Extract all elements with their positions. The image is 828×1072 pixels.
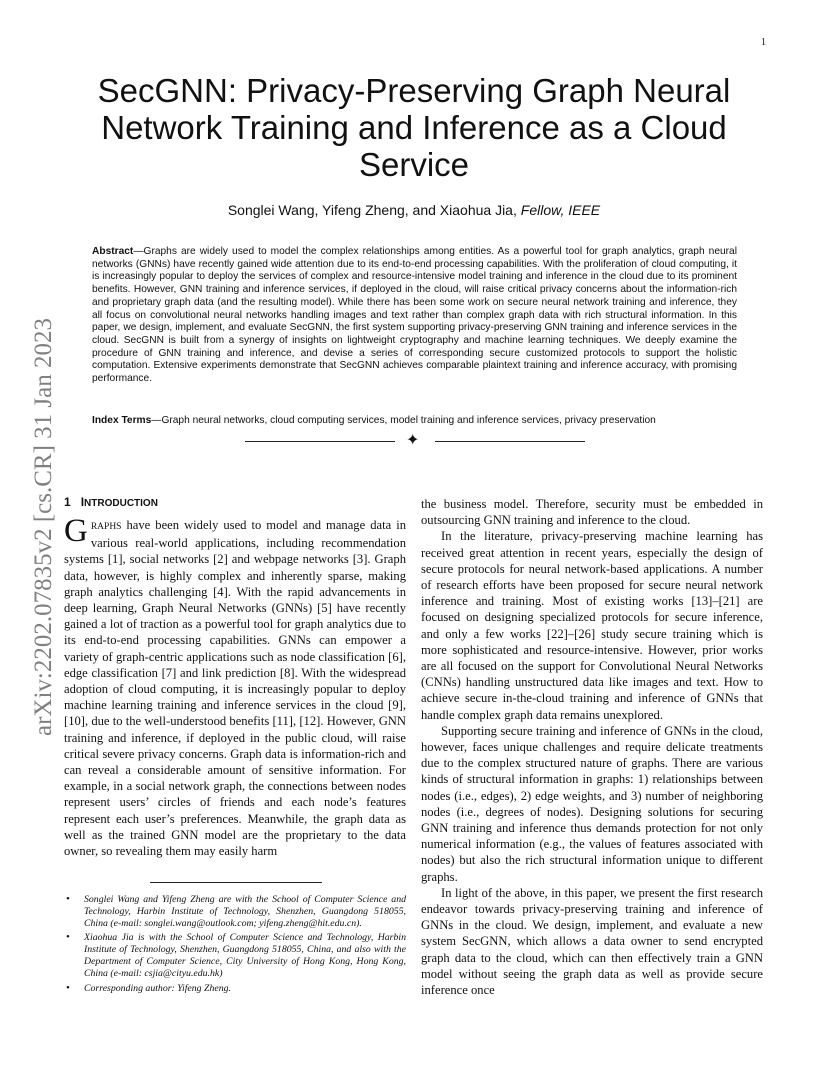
abstract	[92, 246, 737, 386]
footnote-rule	[150, 882, 322, 883]
footnote-item: • Songlei Wang and Yifeng Zheng are with the School of Computer Science and Technology, Harbin Institute of Technology, Shenzhen, Guangdong 518055, China (e-mail: songlei.wang@outlook.com; yifeng.zheng@hit.edu.cn).	[64, 894, 406, 929]
divider-line-right	[435, 441, 585, 442]
divider-line-left	[245, 441, 395, 442]
intro-paragraph-2: In the literature, privacy-preserving machine learning has received great attention in recent years, especially the design of secure protocols for neural network-based applications. A number of research efforts have been proposed for secure neural network inference and training. Most of existing works [13]–[21] are focused on designing specialized protocols for secure inference, and only a few works [22]–[26] study secure training which is more sophisticated and resource-intensive. However, prior works are all focused on the support for Convolutional Neural Networks (CNNs) handling unstructured data like images and text. How to achieve secure in-the-cloud training and inference of GNNs that handle complex graph data remains unexplored.	[421, 529, 763, 722]
index-terms	[92, 414, 737, 427]
intro-paragraph-4: In light of the above, in this paper, we present the first research endeavor towards privacy-preserving training and inference of GNNs in the cloud. We design, implement, and evaluate a new system SecGNN, which allows a data owner to send encrypted graph data to the cloud, which can then effectively train a GNN model without seeing the graph data as well as provide secure inference once	[421, 885, 763, 998]
intro-paragraph-1	[64, 513, 406, 859]
index-terms-text: —Graph neural networks, cloud computing services, model training and inference services, privacy preservation	[151, 415, 656, 426]
intro-paragraph-3: Supporting secure training and inference of GNNs in the cloud, however, faces unique challenges and require delicate treatments due to the complex structured nature of graphs. There are various kinds of structural information in graphs: 1) relationships between nodes (i.e., edges), 2) edge weights, and 3) number of neighboring nodes (i.e., degrees of nodes). Designing solutions for securing GNN training and inference thus demands protection for not only numerical information (e.g., the values of features associated with nodes) but also the rich structural information unique to different graphs.	[421, 723, 763, 884]
abstract-label: Abstract	[92, 246, 134, 257]
section-title-first: I	[80, 495, 85, 509]
section-number: 1	[64, 495, 71, 509]
author-fellow: Fellow, IEEE	[520, 202, 601, 218]
index-terms-label: Index Terms	[92, 415, 152, 426]
intro-paragraph-1-continued: the business model. Therefore, security must be embedded in outsourcing GNN training and inference to the cloud.	[421, 497, 763, 528]
footnotes	[64, 894, 406, 997]
author-line	[60, 202, 768, 218]
section-heading	[64, 494, 406, 512]
arxiv-stamp-text: arXiv:2202.07835v2 [cs.CR] 31 Jan 2023	[30, 317, 57, 737]
footnote-item: • Xiaohua Jia is with the School of Computer Science and Technology, Harbin Institute of Technology, Shenzhen, Guangdong 518055, China, and also with the Department of Computer Science, City University of Hong Kong, Hong Kong, China (e-mail: csjia@cityu.edu.hk)	[64, 932, 406, 979]
left-column	[64, 494, 406, 859]
divider-diamond-icon: ✦	[406, 430, 420, 449]
section-divider	[245, 430, 585, 449]
section-title-rest: NTRODUCTION	[84, 498, 158, 509]
footnote-item: • Corresponding author: Yifeng Zheng.	[64, 983, 406, 995]
page-number: 1	[761, 37, 766, 48]
right-column	[421, 496, 763, 998]
first-word-rest: RAPHS	[90, 522, 122, 532]
intro-paragraph-1-text: have been widely used to model and manage data in various real-world applications, including recommendation systems [1], social networks [2] and webpage networks [3]. Graph data, however, is highly complex and inherently sparse, making graph analytics challenging [4]. With the rapid advancements in deep learning, Graph Neural Networks (GNNs) [5] have recently gained a lot of traction as a powerful tool for graph analytics due to its end-to-end processing capabilities. GNNs can empower a variety of graph-centric applications such as node classification [6], edge classification [7] and link prediction [8]. With the widespread adoption of cloud computing, it is increasingly popular to deploy machine learning training and inference services in the cloud [9], [10], due to the well-understood benefits [11], [12]. However, GNN training and inference, if deployed in the public cloud, will raise critical severe privacy concerns. Graph data is information-rich and can reveal a considerable amount of sensitive information. For example, in a social network graph, the connections between nodes represent users’ circles of friends and each node’s features represent each user’s preferences. Meanwhile, the graph data as well as the trained GNN model are the proprietary to the data owner, so revealing them may easily harm	[64, 518, 406, 859]
abstract-text: —Graphs are widely used to model the complex relationships among entities. As a powerful tool for graph analytics, graph neural networks (GNNs) have recently gained wide attention due to its end-to-end processing capabilities. With the proliferation of cloud computing, it is increasingly popular to deploy the services of complex and resource-intensive model training and inference in the cloud due to its prominent benefits. However, GNN training and inference services, if deployed in the cloud, will raise critical privacy concerns about the information-rich and proprietary graph data (and the resulting model). While there has been some work on secure neural network training and inference, they all focus on convolutional neural networks handling images and text rather than complex graph data with rich structural information. In this paper, we design, implement, and evaluate SecGNN, the first system supporting privacy-preserving GNN training and inference services in the cloud. SecGNN is built from a synergy of insights on lightweight cryptography and machine learning techniques. We deeply examine the procedure of GNN training and inference, and devise a series of corresponding secure customized protocols to support the holistic computation. Extensive experiments demonstrate that SecGNN achieves comparable plaintext training and inference accuracy, with promising performance.	[92, 246, 737, 385]
paper-title: SecGNN: Privacy-Preserving Graph Neural Network Training and Inference as a Cloud Service	[97, 72, 731, 183]
drop-cap: G	[64, 513, 88, 549]
author-names: Songlei Wang, Yifeng Zheng, and Xiaohua Jia,	[227, 202, 517, 218]
